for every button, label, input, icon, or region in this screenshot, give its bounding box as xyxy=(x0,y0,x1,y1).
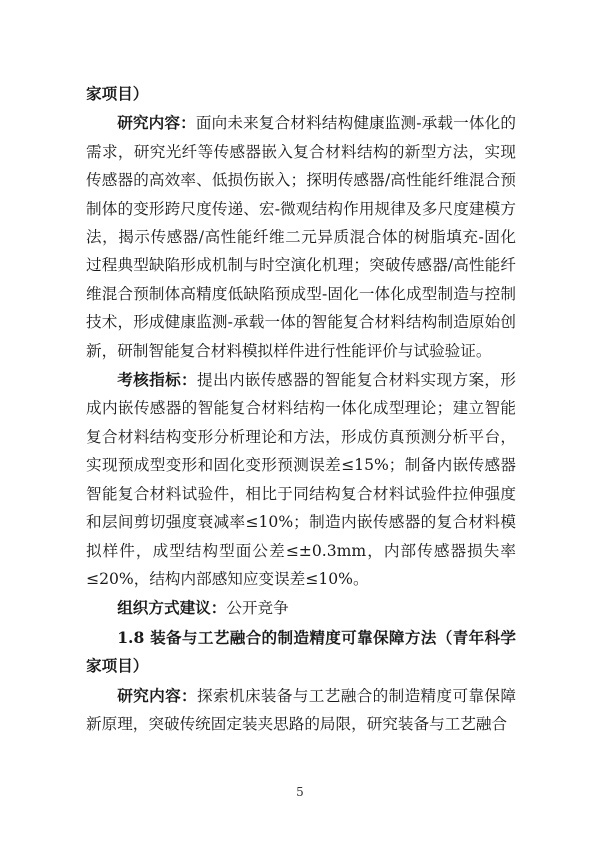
research-content-text: 面向未来复合材料结构健康监测-承载一体化的需求，研究光纤等传感器嵌入复合材料结构的新型方法，实现传感器的高效率、低损伤嵌入；探明传感器/高性能纤维混合预制体的变形跨尺度传递、宏-微观结构作用规律及多尺度建模方法，揭示传感器/高性能纤维二元异质混合体的树脂填充-固化过程典型缺陷形成机制与时空演化机理；突破传感器/高性能纤维混合预制体高精度低缺陷预成型-固化一体化成型制造与控制技术，形成健康监测-承载一体的智能复合材料结构制造原始创新，研制智能复合材料模拟样件进行性能评价与试验验证。 xyxy=(86,114,516,360)
assessment-indicators-label: 考核指标： xyxy=(117,370,198,390)
organization-suggestion-1-7 xyxy=(86,594,516,622)
section-heading-1-8: 1.8 装备与工艺融合的制造精度可靠保障方法（青年科学家项目） xyxy=(86,627,516,676)
assessment-indicators-text: 提出内嵌传感器的智能复合材料实现方案，形成内嵌传感器的智能复合材料结构一体化成型理论；建立智能复合材料结构变形分析理论和方法，形成仿真预测分析平台，实现预成型变形和固化变形预测误差≤15%；制备内嵌传感器智能复合材料试验件，相比于同结构复合材料试验件拉伸强度和层间剪切强度衰减率≤10%；制造内嵌传感器的复合材料模拟样件，成型结构型面公差≤±0.3mm，内部传感器损失率≤20%，结构内部感知应变误差≤10%。 xyxy=(86,371,516,588)
research-content-label: 研究内容： xyxy=(117,113,196,133)
organization-suggestion-label: 组织方式建议： xyxy=(117,598,227,618)
assessment-indicators-1-7 xyxy=(86,366,516,593)
continued-title: 家项目） xyxy=(86,84,149,103)
research-content-text-1-8: 探索机床装备与工艺融合的制造精度可靠保障新原理，突破传统固定装夹思路的局限，研究装备与工艺融合 xyxy=(86,686,516,733)
organization-suggestion-text: 公开竞争 xyxy=(226,599,289,618)
research-content-1-7 xyxy=(86,109,516,365)
research-content-label-1-8: 研究内容： xyxy=(117,685,198,705)
body-text xyxy=(86,80,516,738)
page-number: 5 xyxy=(296,785,304,799)
research-content-1-8 xyxy=(86,682,516,739)
